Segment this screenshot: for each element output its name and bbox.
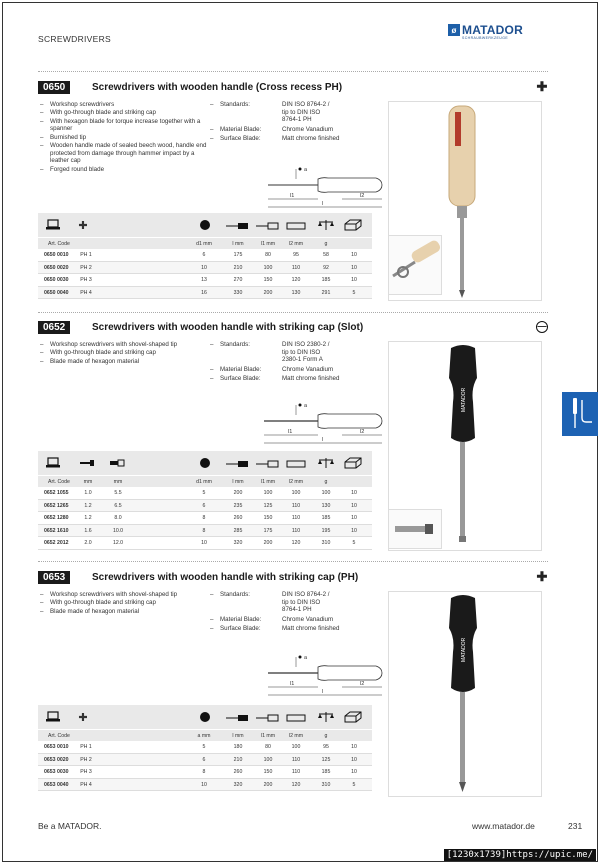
dim-label-l2: l2 xyxy=(360,681,365,687)
handle-length-icon xyxy=(284,218,310,232)
table-row: 0653 0010 PH 1 5 180 80 100 95 10 xyxy=(38,741,372,754)
section-title: Screwdrivers with wooden handle with striking cap (PH) xyxy=(92,572,359,583)
feature-item: – With hexagon blade for torque increase together with a spanner xyxy=(38,118,208,133)
watermark-label: [1230x1739]https://upic.me/ xyxy=(444,849,596,861)
spec-label: – Material Blade: xyxy=(208,616,282,624)
weight-scale-icon xyxy=(316,456,336,470)
screwdriver-tab-icon xyxy=(562,392,598,436)
dim-label-l: l xyxy=(322,201,324,207)
spec-list xyxy=(208,591,368,635)
phillips-cross-icon: ✚ xyxy=(78,219,88,232)
dim-label-l1: l1 xyxy=(290,681,295,687)
table-row: 0653 0020 PH 2 6 210 100 110 125 10 xyxy=(38,754,372,767)
table-body xyxy=(38,487,372,550)
dim-label-a: a xyxy=(304,403,308,409)
dim-label-a: a xyxy=(304,167,308,173)
spec-value: Chrome Vanadium xyxy=(282,615,334,623)
column-header: g xyxy=(324,733,328,739)
column-header: l mm xyxy=(232,241,244,247)
section-0650 xyxy=(38,81,548,301)
feature-item: – With go-through blade and striking cap xyxy=(38,349,208,357)
spec-label: – Standards: xyxy=(208,341,282,364)
handle-length-icon xyxy=(284,456,310,470)
table-row: 0652 1055 1.0 5.5 5 200 100 100 100 10 xyxy=(38,487,372,500)
total-length-icon xyxy=(254,456,280,470)
column-header: g xyxy=(324,479,328,485)
table-row: 0652 2012 2.0 12.0 10 320 200 120 310 5 xyxy=(38,537,372,550)
table-icon-row xyxy=(38,213,372,237)
handle-length-icon xyxy=(284,710,310,724)
feature-item: – Workshop screwdrivers with shovel-shaped tip xyxy=(38,341,208,349)
logo-subtitle: SCHRAUBWERKZEUGE xyxy=(462,36,509,40)
column-header: l2 mm xyxy=(288,241,304,247)
table-body xyxy=(38,249,372,299)
table-icon-row xyxy=(38,705,372,729)
table-header xyxy=(38,729,372,741)
chapter-tab xyxy=(562,392,598,436)
feature-list xyxy=(38,101,208,174)
feature-list xyxy=(38,341,208,366)
column-header: l2 mm xyxy=(288,479,304,485)
table-header xyxy=(38,475,372,487)
dim-label-l2: l2 xyxy=(360,429,365,435)
section-0652 xyxy=(38,321,548,551)
spec-label: – Surface Blade: xyxy=(208,375,282,383)
dim-label-l: l xyxy=(322,689,324,695)
weight-scale-icon xyxy=(316,710,336,724)
section-code: 0650 xyxy=(38,81,70,94)
spec-table xyxy=(38,213,372,299)
feature-item: – Blade made of hexagon material xyxy=(38,608,208,616)
feature-item: – With go-through blade and striking cap xyxy=(38,109,208,117)
table-row: 0650 0010 PH 1 6 175 80 95 58 10 xyxy=(38,249,372,262)
column-header: l mm xyxy=(232,733,244,739)
dimension-drawing xyxy=(258,401,403,451)
spec-value: DIN ISO 8764-2 / tip to DIN ISO 8764-1 PH xyxy=(282,591,330,614)
spec-value: Matt chrome finished xyxy=(282,135,340,143)
spec-value: Chrome Vanadium xyxy=(282,125,334,133)
column-header: l2 mm xyxy=(288,733,304,739)
total-length-icon xyxy=(254,710,280,724)
logo-text: MATADOR xyxy=(462,23,523,37)
column-header: mm xyxy=(83,479,93,485)
blade-length-icon xyxy=(224,218,250,232)
hexagon-icon xyxy=(198,456,212,470)
phillips-cross-icon: ✚ xyxy=(78,711,88,724)
brand-logo xyxy=(448,23,523,40)
spec-label: – Material Blade: xyxy=(208,126,282,134)
phillips-cross-icon: ✚ xyxy=(536,79,548,94)
column-header: d1 mm xyxy=(196,241,212,247)
weight-scale-icon xyxy=(316,218,336,232)
column-header: Art. Code xyxy=(48,733,70,739)
laptop-icon xyxy=(44,218,62,232)
feature-item: – With go-through blade and striking cap xyxy=(38,599,208,607)
slot-minus-icon: — xyxy=(537,321,547,331)
column-header: l1 mm xyxy=(260,479,276,485)
table-row: 0650 0030 PH 3 13 270 150 120 185 10 xyxy=(38,274,372,287)
spec-table xyxy=(38,705,372,791)
package-icon xyxy=(342,456,364,470)
table-row: 0653 0030 PH 3 8 260 150 110 185 10 xyxy=(38,766,372,779)
page-number: 231 xyxy=(568,821,583,831)
spec-label: – Material Blade: xyxy=(208,366,282,374)
feature-list xyxy=(38,591,208,616)
section-code: 0652 xyxy=(38,321,70,334)
footer-slogan: Be a MATADOR. xyxy=(38,821,102,831)
hexagon-icon xyxy=(198,710,212,724)
feature-item: – Forged round blade xyxy=(38,166,208,174)
dim-label-l1: l1 xyxy=(288,429,293,435)
feature-item: – Blade made of hexagon material xyxy=(38,358,208,366)
spec-label: – Standards: xyxy=(208,101,282,124)
dimension-drawing xyxy=(258,653,403,703)
page-category: SCREWDRIVERS xyxy=(38,34,112,44)
table-header xyxy=(38,237,372,249)
product-photo xyxy=(388,591,542,797)
phillips-cross-icon: ✚ xyxy=(536,569,548,584)
dimension-drawing xyxy=(258,165,403,215)
section-title: Screwdrivers with wooden handle (Cross recess PH) xyxy=(92,82,343,93)
tip-thickness-icon xyxy=(78,456,96,470)
dim-label-a: a xyxy=(304,655,308,661)
spec-value: Matt chrome finished xyxy=(282,375,340,383)
column-header: g xyxy=(324,241,328,247)
column-header: d1 mm xyxy=(196,479,212,485)
blade-length-icon xyxy=(224,710,250,724)
product-detail-photo xyxy=(388,509,442,549)
laptop-icon xyxy=(44,710,62,724)
section-code: 0653 xyxy=(38,571,70,584)
column-header: a mm xyxy=(197,733,211,739)
feature-item: – Wooden handle made of sealed beech wood, handle end protected from damage through hammer impact by a leather cap xyxy=(38,142,208,165)
table-icon-row xyxy=(38,451,372,475)
dim-label-l1: l1 xyxy=(290,193,295,199)
column-header: Art. Code xyxy=(48,479,70,485)
table-row: 0650 0020 PH 2 10 210 100 110 92 10 xyxy=(38,262,372,275)
spec-value: Chrome Vanadium xyxy=(282,365,334,373)
spec-table xyxy=(38,451,372,550)
spec-list xyxy=(208,341,368,385)
spec-value: DIN ISO 8764-2 / tip to DIN ISO 8764-1 PH xyxy=(282,101,330,124)
spec-value: DIN ISO 2380-2 / tip to DIN ISO 2380-1 Form A xyxy=(282,341,330,364)
dim-label-l2: l2 xyxy=(360,193,365,199)
feature-item: – Workshop screwdrivers with shovel-shaped tip xyxy=(38,591,208,599)
section-title: Screwdrivers with wooden handle with striking cap (Slot) xyxy=(92,322,364,333)
package-icon xyxy=(342,218,364,232)
svg-text:MATADOR: MATADOR xyxy=(461,637,467,662)
spec-label: – Surface Blade: xyxy=(208,135,282,143)
feature-item: – Workshop screwdrivers xyxy=(38,101,208,109)
tip-width-icon xyxy=(108,456,126,470)
svg-text:MATADOR: MATADOR xyxy=(461,387,467,412)
footer-url[interactable]: www.matador.de xyxy=(472,821,535,831)
table-row: 0652 1610 1.6 10.0 8 285 175 110 195 10 xyxy=(38,525,372,538)
laptop-icon xyxy=(44,456,62,470)
column-header: l mm xyxy=(232,479,244,485)
blade-length-icon xyxy=(224,456,250,470)
spec-label: – Surface Blade: xyxy=(208,625,282,633)
spec-label: – Standards: xyxy=(208,591,282,614)
column-header: l1 mm xyxy=(260,241,276,247)
table-row: 0653 0040 PH 4 10 320 200 120 310 5 xyxy=(38,779,372,792)
dim-label-l: l xyxy=(322,437,324,443)
section-divider xyxy=(38,312,548,313)
feature-item: – Burnished tip xyxy=(38,134,208,142)
logo-mark-icon: ø xyxy=(448,24,460,36)
column-header: l1 mm xyxy=(260,733,276,739)
section-divider xyxy=(38,561,548,562)
table-row: 0650 0040 PH 4 16 330 200 130 291 5 xyxy=(38,287,372,300)
table-row: 0652 1280 1.2 8.0 8 260 150 110 185 10 xyxy=(38,512,372,525)
spec-value: Matt chrome finished xyxy=(282,625,340,633)
package-icon xyxy=(342,710,364,724)
total-length-icon xyxy=(254,218,280,232)
column-header: mm xyxy=(113,479,123,485)
table-body xyxy=(38,741,372,791)
column-header: Art. Code xyxy=(48,241,70,247)
spec-list xyxy=(208,101,368,145)
hexagon-icon xyxy=(198,218,212,232)
product-detail-photo xyxy=(388,235,442,295)
section-divider xyxy=(38,71,548,72)
section-0653 xyxy=(38,571,548,801)
table-row: 0652 1265 1.2 6.5 6 235 125 110 130 10 xyxy=(38,500,372,513)
